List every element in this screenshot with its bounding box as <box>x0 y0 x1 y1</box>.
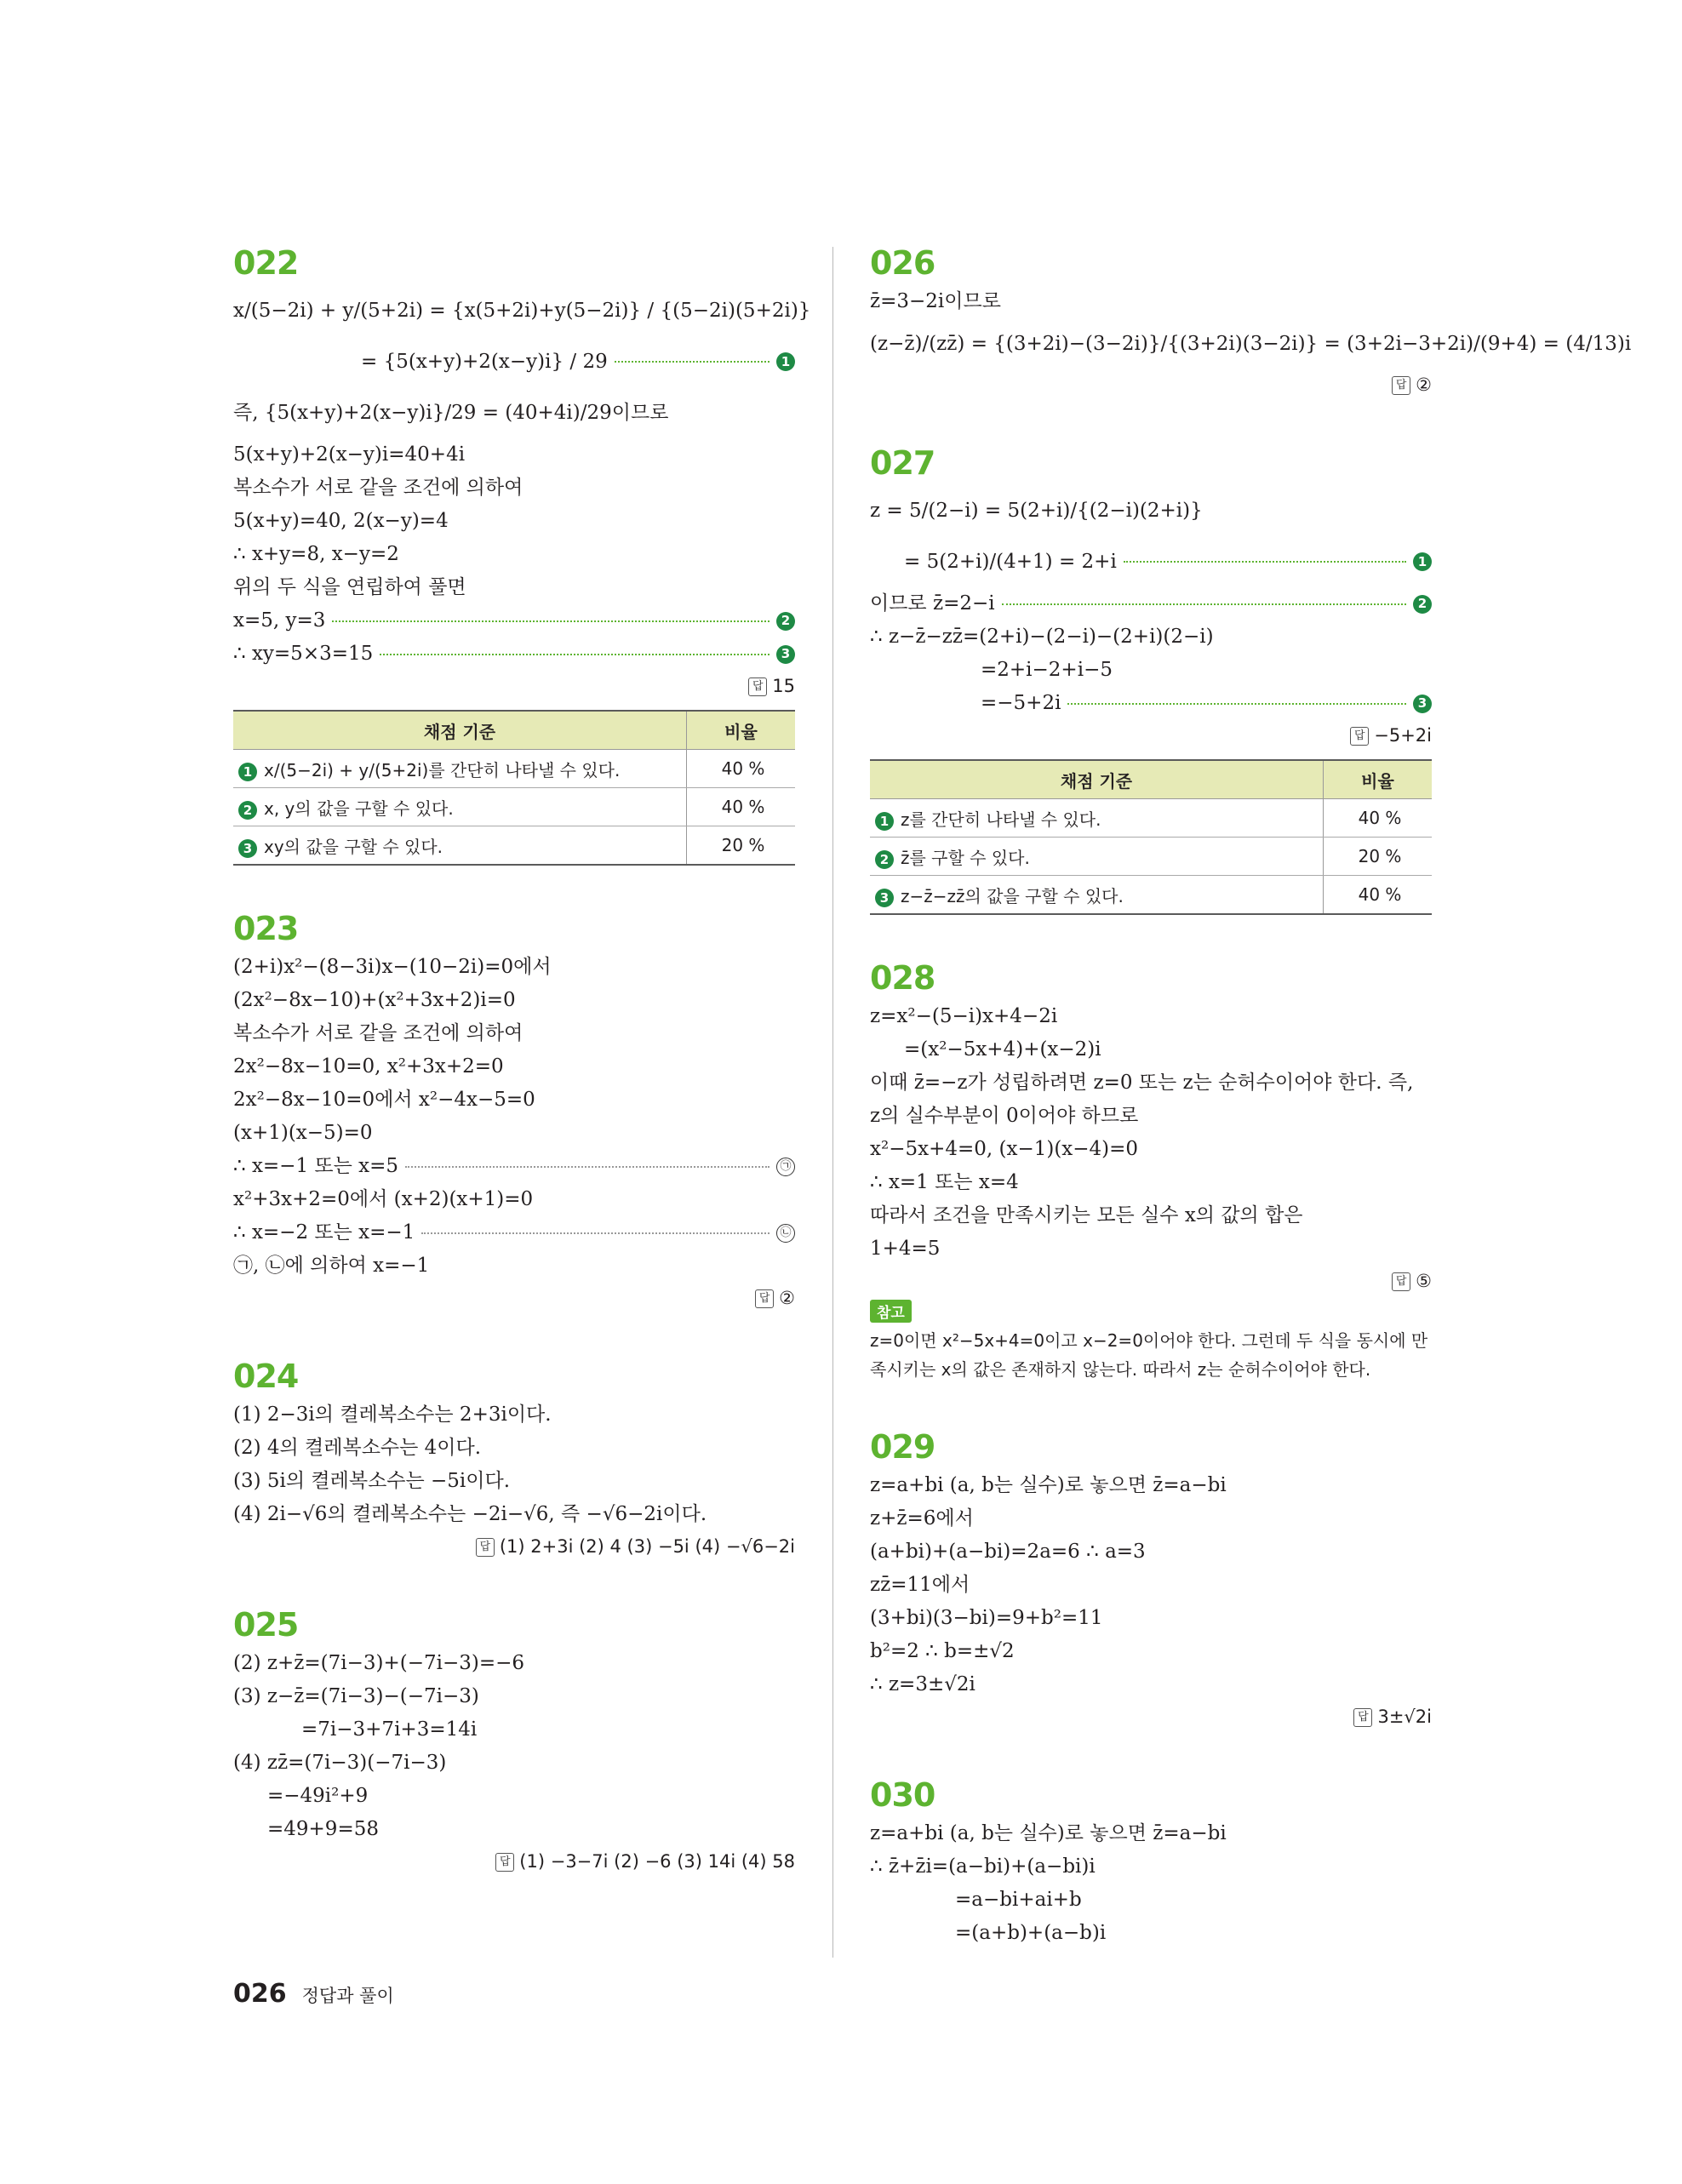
solution-text: (x+1)(x−5)=0 <box>233 1122 373 1144</box>
solution-text: =7i−3+7i+3=14i <box>301 1718 478 1741</box>
answer-line <box>870 369 1432 400</box>
problem-block <box>233 1604 795 1877</box>
criteria-cell <box>870 876 1324 915</box>
solution-line <box>233 1680 795 1713</box>
rate-header: 비율 <box>687 711 796 750</box>
solution-text: ∴ x=−2 또는 x=−1 <box>233 1221 415 1244</box>
solution-line <box>870 1917 1432 1950</box>
solution-text: b²=2 ∴ b=±√2 <box>870 1640 1015 1662</box>
solution-text: (2) z+z̄=(7i−3)+(−7i−3)=−6 <box>233 1652 525 1674</box>
answer-line <box>870 1266 1432 1296</box>
solution-line <box>233 1050 795 1083</box>
answer-icon: 답 <box>495 1853 514 1872</box>
solution-line <box>870 536 1432 587</box>
criteria-text: z를 간단히 나타낼 수 있다. <box>901 809 1101 830</box>
dotted-leader <box>405 1166 769 1168</box>
criteria-text: x/(5−2i) + y/(5+2i)를 간단히 나타낼 수 있다. <box>264 759 621 780</box>
answer-icon: 답 <box>476 1538 495 1557</box>
grading-row <box>233 826 795 866</box>
solution-text: x²−5x+4=0, (x−1)(x−4)=0 <box>870 1138 1139 1160</box>
solution-line <box>870 1884 1432 1917</box>
solution-text: x/(5−2i) + y/(5+2i) = {x(5+2i)+y(5−2i)} / {(5−2i)(5+2i)} <box>233 300 811 322</box>
solution-line <box>233 571 795 604</box>
answer-value: −5+2i <box>1374 725 1432 746</box>
solution-text: =−5+2i <box>981 692 1061 714</box>
solution-line <box>870 587 1432 620</box>
solution-text: (2+i)x²−(8−3i)x−(10−2i)=0에서 <box>233 956 552 978</box>
solution-text: =(a+b)+(a−b)i <box>955 1922 1107 1944</box>
rate-cell: 20 % <box>1324 838 1433 876</box>
equation-label: ㉡ <box>776 1224 795 1243</box>
criteria-header: 채점 기준 <box>870 760 1324 799</box>
step-mark: 2 <box>238 801 257 820</box>
grading-row <box>233 750 795 788</box>
solution-text: ∴ z−z̄−zz̄=(2+i)−(2−i)−(2+i)(2−i) <box>870 626 1214 648</box>
solution-text: ∴ z̄+z̄i=(a−bi)+(a−bi)i <box>870 1855 1096 1878</box>
solution-text: z=a+bi (a, b는 실수)로 놓으면 z̄=a−bi <box>870 1474 1227 1496</box>
solution-text: =−49i²+9 <box>267 1785 369 1807</box>
answer-value: ② <box>779 1288 795 1308</box>
solution-line <box>233 637 795 671</box>
rate-cell: 40 % <box>687 788 796 826</box>
answer-icon: 답 <box>1350 727 1369 746</box>
left-column <box>233 243 811 1919</box>
problem-block <box>233 1356 795 1562</box>
solution-line <box>233 1747 795 1780</box>
solution-text: ㉠, ㉡에 의하여 x=−1 <box>233 1255 430 1277</box>
problem-block <box>233 908 795 1313</box>
solution-text: 위의 두 식을 연립하여 풀면 <box>233 576 466 598</box>
grading-row <box>870 799 1432 838</box>
solution-line <box>870 1668 1432 1701</box>
rate-cell: 20 % <box>687 826 796 866</box>
answer-icon: 답 <box>1353 1708 1372 1727</box>
solution-line <box>870 1469 1432 1502</box>
dotted-leader <box>332 620 769 622</box>
grading-table <box>233 710 795 866</box>
solution-line <box>233 1398 795 1432</box>
dotted-leader <box>1067 703 1406 705</box>
answer-line <box>233 1283 795 1313</box>
solution-line <box>233 1216 795 1249</box>
solution-text: x²+3x+2=0에서 (x+2)(x+1)=0 <box>233 1188 534 1210</box>
dotted-leader <box>1124 561 1406 563</box>
solution-text: 2x²−8x−10=0, x²+3x+2=0 <box>233 1055 504 1078</box>
step-mark: 2 <box>1413 595 1432 614</box>
solution-line <box>233 1498 795 1531</box>
criteria-cell <box>233 750 687 788</box>
solution-text: zz̄=11에서 <box>870 1574 970 1596</box>
dotted-leader <box>1002 603 1406 605</box>
solution-text: (2x²−8x−10)+(x²+3x+2)i=0 <box>233 989 516 1011</box>
solution-line <box>870 1232 1432 1266</box>
solution-line <box>870 1817 1432 1850</box>
solution-line <box>233 538 795 571</box>
solution-line <box>870 1569 1432 1602</box>
rate-cell: 40 % <box>1324 876 1433 915</box>
solution-line <box>870 1535 1432 1569</box>
solution-text: = {5(x+y)+2(x−y)i} / 29 <box>361 351 608 373</box>
step-mark: 2 <box>776 612 795 631</box>
solution-line <box>233 951 795 984</box>
solution-text: (2) 4의 켤레복소수는 4이다. <box>233 1437 482 1459</box>
step-mark: 3 <box>1413 695 1432 713</box>
solution-line <box>870 687 1432 720</box>
problem-block <box>233 243 811 866</box>
solution-line <box>870 1133 1432 1166</box>
problem-number: 023 <box>233 910 299 947</box>
solution-line <box>870 318 1632 369</box>
column-divider <box>832 247 833 1958</box>
equation-label: ㉠ <box>776 1158 795 1176</box>
solution-line <box>870 654 1432 687</box>
problem-number: 028 <box>870 959 935 997</box>
solution-text: (3) z−z̄=(7i−3)−(−7i−3) <box>233 1685 479 1707</box>
rate-cell: 40 % <box>1324 799 1433 838</box>
criteria-text: z−z̄−zz̄의 값을 구할 수 있다. <box>901 885 1124 906</box>
problem-block <box>870 1426 1432 1732</box>
right-column <box>870 243 1632 1992</box>
solution-line <box>233 604 795 637</box>
problem-block <box>870 1775 1432 1950</box>
solution-text: ∴ x=1 또는 x=4 <box>870 1171 1019 1193</box>
solution-line <box>233 1183 795 1216</box>
solution-line <box>233 1249 795 1283</box>
solution-text: z=x²−(5−i)x+4−2i <box>870 1005 1058 1027</box>
problem-block <box>870 958 1432 1384</box>
dotted-leader <box>421 1232 769 1234</box>
page-footer <box>233 1979 394 2009</box>
solution-line <box>233 387 795 438</box>
criteria-cell <box>233 788 687 826</box>
solution-text: (4) 2i−√6의 켤레복소수는 −2i−√6, 즉 −√6−2i이다. <box>233 1503 707 1525</box>
footer-label: 정답과 풀이 <box>301 1986 394 2006</box>
solution-text: 2x²−8x−10=0에서 x²−4x−5=0 <box>233 1089 535 1111</box>
step-mark: 1 <box>238 763 257 781</box>
solution-text: ∴ z=3±√2i <box>870 1673 975 1695</box>
step-mark: 1 <box>776 352 795 371</box>
solution-text: z̄=3−2i이므로 <box>870 290 1001 312</box>
problem-number: 030 <box>870 1776 935 1814</box>
grading-table <box>870 759 1432 915</box>
answer-value: (1) 2+3i (2) 4 (3) −5i (4) −√6−2i <box>499 1536 795 1557</box>
criteria-header: 채점 기준 <box>233 711 687 750</box>
answer-value: ⑤ <box>1416 1271 1432 1291</box>
answer-value: 15 <box>772 676 795 696</box>
answer-icon: 답 <box>748 677 767 696</box>
solution-text: 5(x+y)+2(x−y)i=40+4i <box>233 443 466 466</box>
step-mark: 1 <box>875 812 894 831</box>
problem-number: 029 <box>870 1428 935 1466</box>
answer-line <box>870 720 1432 751</box>
answer-icon: 답 <box>1392 376 1410 395</box>
solution-line <box>233 336 795 387</box>
solution-line <box>233 1813 795 1846</box>
dotted-leader <box>615 361 769 363</box>
answer-value: (1) −3−7i (2) −6 (3) 14i (4) 58 <box>519 1851 795 1872</box>
solution-text: =a−bi+ai+b <box>955 1889 1082 1911</box>
solution-line <box>233 1465 795 1498</box>
solution-line <box>870 1100 1432 1133</box>
criteria-cell <box>870 799 1324 838</box>
solution-line <box>233 285 811 336</box>
answer-line <box>233 1846 795 1877</box>
answer-value: 3±√2i <box>1377 1707 1432 1727</box>
grading-row <box>870 838 1432 876</box>
step-mark: 1 <box>1413 552 1432 571</box>
solution-text: 복소수가 서로 같을 조건에 의하여 <box>233 477 523 499</box>
solution-text: (3) 5i의 켤레복소수는 −5i이다. <box>233 1470 511 1492</box>
solution-line <box>870 1166 1432 1199</box>
answer-icon: 답 <box>1392 1272 1410 1291</box>
solution-line <box>870 1635 1432 1668</box>
solution-line <box>870 1066 1432 1100</box>
problem-number: 024 <box>233 1358 299 1395</box>
solution-line <box>870 1850 1432 1884</box>
solution-line <box>233 1713 795 1747</box>
solution-line <box>870 1502 1432 1535</box>
solution-text: 이때 z̄=−z가 성립하려면 z=0 또는 z는 순허수이어야 한다. 즉, <box>870 1072 1414 1094</box>
solution-text: 이므로 z̄=2−i <box>870 592 995 615</box>
solution-line <box>233 472 795 505</box>
rate-header: 비율 <box>1324 760 1433 799</box>
criteria-text: xy의 값을 구할 수 있다. <box>264 836 443 857</box>
solution-text: z = 5/(2−i) = 5(2+i)/{(2−i)(2+i)} <box>870 500 1203 522</box>
grading-row <box>233 788 795 826</box>
problem-block <box>870 243 1632 400</box>
solution-text: 즉, {5(x+y)+2(x−y)i}/29 = (40+4i)/29이므로 <box>233 402 669 424</box>
solution-line <box>233 1780 795 1813</box>
solution-text: z+z̄=6에서 <box>870 1507 974 1529</box>
criteria-text: z̄를 구할 수 있다. <box>901 847 1030 868</box>
solution-line <box>233 1083 795 1117</box>
solution-text: (z−z̄)/(zz̄) = {(3+2i)−(3−2i)}/{(3+2i)(3−2i)} = (3+2i−3+2i)/(9+4) = (4/13)i <box>870 333 1632 355</box>
solution-line <box>233 1647 795 1680</box>
answer-value: ② <box>1416 374 1432 395</box>
solution-text: (3+bi)(3−bi)=9+b²=11 <box>870 1607 1103 1629</box>
step-mark: 2 <box>875 850 894 869</box>
solution-text: =(x²−5x+4)+(x−2)i <box>904 1038 1101 1061</box>
solution-text: z=a+bi (a, b는 실수)로 놓으면 z̄=a−bi <box>870 1822 1227 1844</box>
step-mark: 3 <box>875 889 894 907</box>
solution-line <box>233 1117 795 1150</box>
solution-text: (1) 2−3i의 켤레복소수는 2+3i이다. <box>233 1404 552 1426</box>
grading-row <box>870 876 1432 915</box>
answer-icon: 답 <box>755 1289 774 1308</box>
solution-text: ∴ xy=5×3=15 <box>233 643 374 665</box>
solution-text: =49+9=58 <box>267 1818 379 1840</box>
solution-text: 5(x+y)=40, 2(x−y)=4 <box>233 510 449 532</box>
solution-line <box>233 984 795 1017</box>
solution-line <box>870 1602 1432 1635</box>
answer-line <box>233 671 795 701</box>
problem-number: 025 <box>233 1606 299 1644</box>
solution-line <box>233 505 795 538</box>
solution-text: ∴ x+y=8, x−y=2 <box>233 543 399 565</box>
solution-line <box>870 285 1432 318</box>
answer-line <box>233 1531 795 1562</box>
solution-line <box>870 620 1432 654</box>
solution-line <box>870 1000 1432 1033</box>
solution-text: 복소수가 서로 같을 조건에 의하여 <box>233 1022 523 1044</box>
solution-line <box>233 1432 795 1465</box>
solution-line <box>870 485 1432 536</box>
criteria-text: x, y의 값을 구할 수 있다. <box>264 798 454 819</box>
solution-text: 따라서 조건을 만족시키는 모든 실수 x의 값의 합은 <box>870 1204 1303 1226</box>
solution-text: = 5(2+i)/(4+1) = 2+i <box>904 551 1117 573</box>
solution-text: ∴ x=−1 또는 x=5 <box>233 1155 399 1177</box>
problem-number: 022 <box>233 244 299 282</box>
page-number: 026 <box>233 1979 287 2009</box>
step-mark: 3 <box>776 645 795 664</box>
problem-block <box>870 443 1432 915</box>
solution-text: x=5, y=3 <box>233 609 326 632</box>
rate-cell: 40 % <box>687 750 796 788</box>
solution-text: 1+4=5 <box>870 1238 941 1260</box>
dotted-leader <box>380 654 769 655</box>
solution-line <box>870 1033 1432 1066</box>
solution-text: =2+i−2+i−5 <box>981 659 1113 681</box>
answer-line <box>870 1701 1432 1732</box>
step-mark: 3 <box>238 839 257 858</box>
solution-line <box>233 438 795 472</box>
criteria-cell <box>233 826 687 866</box>
solution-text: (4) zz̄=(7i−3)(−7i−3) <box>233 1752 447 1774</box>
solution-text: (a+bi)+(a−bi)=2a=6 ∴ a=3 <box>870 1541 1146 1563</box>
note-text: z=0이면 x²−5x+4=0이고 x−2=0이어야 한다. 그런데 두 식을 동시에 만족시키는 x의 값은 존재하지 않는다. 따라서 z는 순허수이어야 한다. <box>870 1330 1428 1380</box>
note-tag: 참고 <box>870 1300 912 1323</box>
solution-line <box>233 1017 795 1050</box>
problem-number: 026 <box>870 244 935 282</box>
solution-line <box>870 1199 1432 1232</box>
problem-number: 027 <box>870 444 935 482</box>
solution-text: z의 실수부분이 0이어야 하므로 <box>870 1105 1139 1127</box>
solution-line <box>233 1150 795 1183</box>
criteria-cell <box>870 838 1324 876</box>
